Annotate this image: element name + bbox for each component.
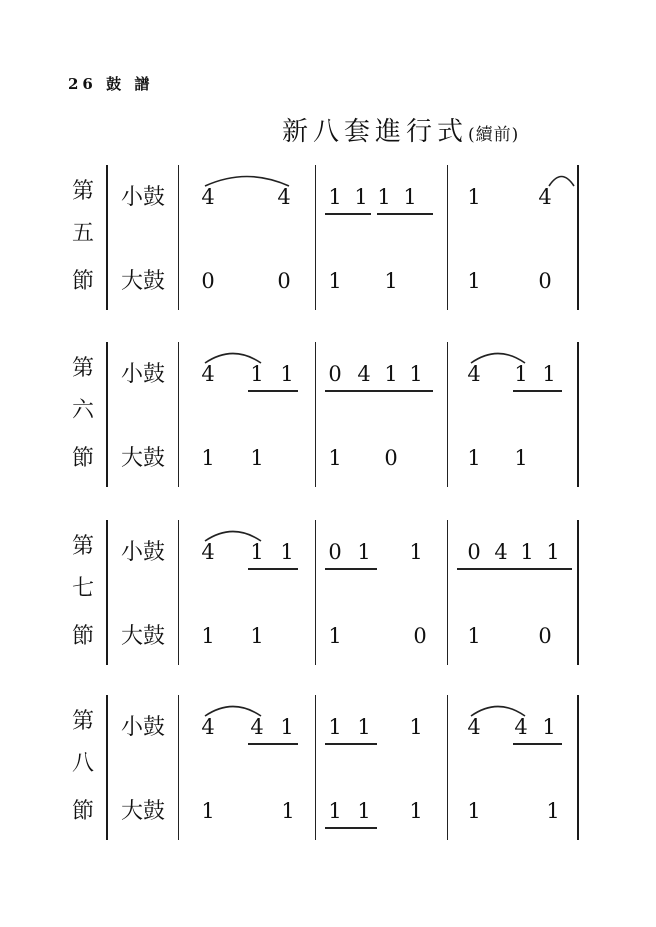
bass-note: 0 xyxy=(201,269,215,293)
bass-note: 1 xyxy=(467,269,481,293)
snare-note: 1 xyxy=(403,185,417,209)
piece-title-text: 新八套進行式 xyxy=(282,117,469,147)
bass-note: 0 xyxy=(277,269,291,293)
snare-note: 1 xyxy=(467,185,481,209)
snare-note: 1 xyxy=(328,185,342,209)
snare-note: 1 xyxy=(384,362,398,386)
bar-line xyxy=(447,520,448,665)
bass-note: 1 xyxy=(328,799,342,823)
section-label-char: 第 xyxy=(72,534,95,559)
snare-note: 4 xyxy=(357,362,371,386)
snare-note: 1 xyxy=(357,715,371,739)
bass-drum-label: 大鼓 xyxy=(121,624,166,649)
snare-note: 1 xyxy=(542,362,556,386)
section-label-char: 第 xyxy=(72,179,95,204)
bass-note: 1 xyxy=(514,446,528,470)
snare-note: 1 xyxy=(250,362,264,386)
snare-drum-label: 小鼓 xyxy=(121,540,166,565)
bass-drum-label: 大鼓 xyxy=(121,446,166,471)
beam-underline xyxy=(377,213,433,215)
score-section xyxy=(0,695,656,845)
beam-underline xyxy=(513,390,562,392)
snare-note: 4 xyxy=(538,185,552,209)
slur-arc xyxy=(470,350,526,364)
bass-note: 1 xyxy=(281,799,295,823)
beam-underline xyxy=(513,743,562,745)
bass-note: 1 xyxy=(409,799,423,823)
bar-line xyxy=(447,695,448,840)
bar-line xyxy=(315,520,316,665)
snare-drum-label: 小鼓 xyxy=(121,362,166,387)
slur-arc xyxy=(204,350,262,364)
snare-note: 0 xyxy=(328,540,342,564)
bass-note: 0 xyxy=(384,446,398,470)
beam-underline xyxy=(325,568,377,570)
score-section xyxy=(0,342,656,492)
beam-underline xyxy=(248,390,298,392)
section-label-char: 五 xyxy=(72,221,95,246)
snare-note: 1 xyxy=(280,540,294,564)
label-divider-line xyxy=(106,342,108,487)
section-label-char: 節 xyxy=(72,624,95,649)
bar-line xyxy=(178,165,179,310)
bass-note: 0 xyxy=(538,269,552,293)
snare-note: 1 xyxy=(409,715,423,739)
bar-line xyxy=(315,165,316,310)
score-section xyxy=(0,165,656,315)
section-label-char: 節 xyxy=(72,446,95,471)
beam-underline xyxy=(325,743,377,745)
snare-note: 4 xyxy=(201,715,215,739)
snare-note: 4 xyxy=(494,540,508,564)
bass-note: 0 xyxy=(538,624,552,648)
label-divider-line xyxy=(106,695,108,840)
bass-note: 1 xyxy=(328,269,342,293)
bass-note: 1 xyxy=(384,269,398,293)
bass-note: 1 xyxy=(467,446,481,470)
section-label-char: 六 xyxy=(72,398,95,423)
snare-note: 1 xyxy=(546,540,560,564)
bar-line xyxy=(447,165,448,310)
bar-line xyxy=(577,695,579,840)
section-label-char: 節 xyxy=(72,799,95,824)
snare-note: 4 xyxy=(467,715,481,739)
bass-note: 1 xyxy=(467,799,481,823)
continued-note: (續前) xyxy=(468,125,520,145)
bass-drum-label: 大鼓 xyxy=(121,799,166,824)
bass-note: 1 xyxy=(357,799,371,823)
bar-line xyxy=(447,342,448,487)
book-title: 鼓 譜 xyxy=(106,75,154,93)
section-label-char: 第 xyxy=(72,709,95,734)
score-section xyxy=(0,520,656,670)
snare-note: 0 xyxy=(328,362,342,386)
bass-note: 1 xyxy=(201,446,215,470)
bass-note: 1 xyxy=(546,799,560,823)
beam-underline xyxy=(248,743,298,745)
snare-note: 4 xyxy=(250,715,264,739)
snare-drum-label: 小鼓 xyxy=(121,715,166,740)
bar-line xyxy=(315,342,316,487)
snare-note: 1 xyxy=(542,715,556,739)
snare-note: 4 xyxy=(201,362,215,386)
snare-note: 1 xyxy=(514,362,528,386)
bass-drum-label: 大鼓 xyxy=(121,269,166,294)
slur-arc xyxy=(204,173,290,187)
bass-note: 1 xyxy=(201,799,215,823)
snare-drum-label: 小鼓 xyxy=(121,185,166,210)
bass-note: 1 xyxy=(328,624,342,648)
bar-line xyxy=(315,695,316,840)
beam-underline xyxy=(457,568,572,570)
page-header xyxy=(68,73,153,94)
label-divider-line xyxy=(106,520,108,665)
snare-note: 1 xyxy=(250,540,264,564)
snare-note: 1 xyxy=(409,540,423,564)
slur-arc xyxy=(204,528,262,542)
page-number: 26 xyxy=(68,75,97,93)
bar-line xyxy=(577,520,579,665)
snare-note: 4 xyxy=(467,362,481,386)
bar-line xyxy=(178,342,179,487)
bar-line xyxy=(577,165,579,310)
snare-note: 1 xyxy=(354,185,368,209)
beam-underline xyxy=(248,568,298,570)
section-label-char: 第 xyxy=(72,356,95,381)
slur-arc xyxy=(548,173,575,187)
beam-underline xyxy=(325,827,377,829)
bass-note: 1 xyxy=(250,446,264,470)
section-label-char: 八 xyxy=(72,751,95,776)
snare-note: 1 xyxy=(280,362,294,386)
slur-arc xyxy=(204,703,262,717)
snare-note: 4 xyxy=(514,715,528,739)
snare-note: 1 xyxy=(280,715,294,739)
bar-line xyxy=(178,520,179,665)
bar-line xyxy=(577,342,579,487)
snare-note: 1 xyxy=(377,185,391,209)
slur-arc xyxy=(470,703,526,717)
bass-note: 1 xyxy=(250,624,264,648)
snare-note: 4 xyxy=(277,185,291,209)
bass-note: 1 xyxy=(328,446,342,470)
section-label-char: 七 xyxy=(72,576,95,601)
bar-line xyxy=(178,695,179,840)
beam-underline xyxy=(325,390,433,392)
bass-note: 1 xyxy=(201,624,215,648)
section-label-char: 節 xyxy=(72,269,95,294)
snare-note: 1 xyxy=(409,362,423,386)
bass-note: 1 xyxy=(467,624,481,648)
snare-note: 1 xyxy=(520,540,534,564)
bass-note: 0 xyxy=(413,624,427,648)
beam-underline xyxy=(325,213,371,215)
piece-title xyxy=(282,111,519,148)
snare-note: 0 xyxy=(467,540,481,564)
snare-note: 1 xyxy=(357,540,371,564)
snare-note: 1 xyxy=(328,715,342,739)
snare-note: 4 xyxy=(201,185,215,209)
snare-note: 4 xyxy=(201,540,215,564)
label-divider-line xyxy=(106,165,108,310)
